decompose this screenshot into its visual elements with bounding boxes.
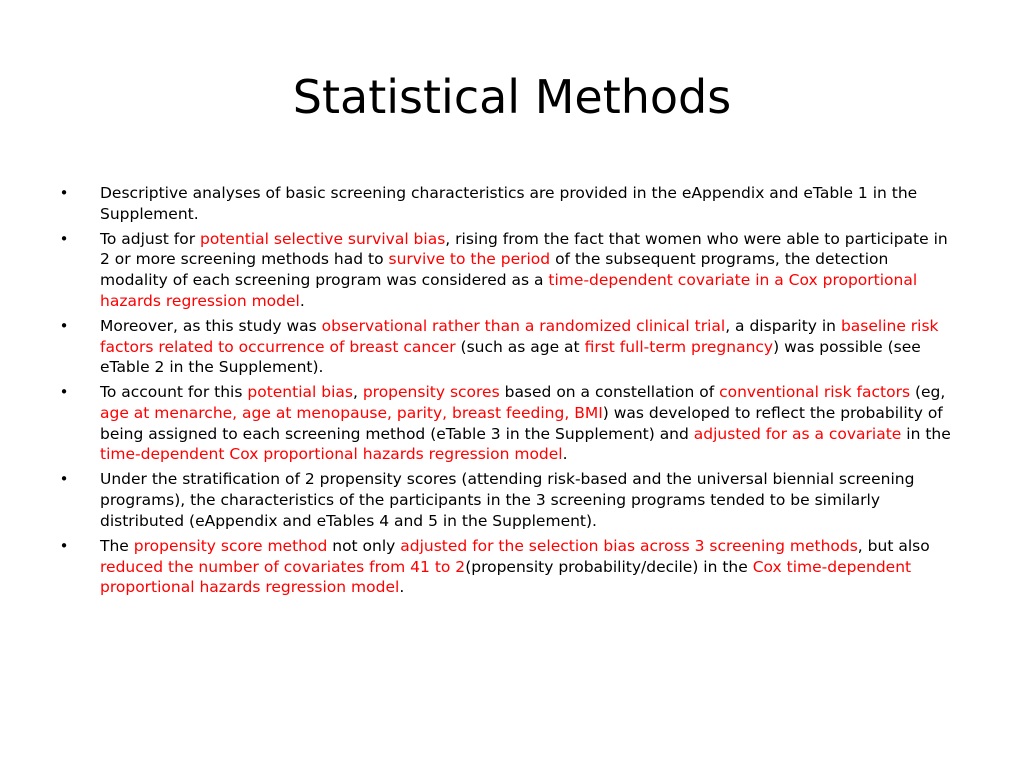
- highlighted-text: propensity score method: [133, 536, 328, 555]
- bullet-text: Moreover, as this study was: [100, 316, 322, 335]
- bullet-dot-icon: •: [59, 536, 69, 555]
- highlighted-text: Cox time-dependent proportional hazards regression model: [100, 557, 912, 597]
- bullet-item: [56, 229, 961, 311]
- bullet-text: ) was possible (see eTable 2 in the Supplement).: [100, 337, 921, 377]
- bullet-text: , a disparity in: [725, 316, 841, 335]
- bullet-text: not only: [327, 536, 401, 555]
- bullet-item: [56, 382, 961, 464]
- bullet-dot-icon: •: [59, 383, 69, 402]
- highlighted-text: first full-term pregnancy: [584, 337, 774, 356]
- highlighted-text: age at menarche, age at menopause, parity, breast feeding, BMI: [100, 404, 603, 422]
- bullet-text: , but also: [857, 536, 930, 555]
- bullet-text: Descriptive analyses of basic screening characteristics are provided in the eAppendix and eTable 1 in the Supplement.: [100, 184, 918, 223]
- bullet-text: Under the stratification of 2 propensity scores (attending risk-based and the universal biennial screening programs), the characteristics of the participants in the 3 screening programs tended to be similarly distributed (eAppendix and eTables 4 and 5 in the Supplement).: [100, 470, 915, 530]
- highlighted-text: time-dependent Cox proportional hazards regression model: [100, 445, 563, 464]
- bullet-text: (eg,: [910, 383, 946, 402]
- highlighted-text: adjusted for as a covariate: [693, 424, 902, 443]
- bullet-item: [56, 536, 961, 598]
- highlighted-text: reduced the number of covariates from 41 to 2: [100, 557, 466, 576]
- highlighted-text: observational rather than a randomized clinical trial: [321, 316, 726, 335]
- bullet-text: based on a constellation of: [499, 383, 720, 402]
- bullet-item: [56, 183, 961, 224]
- slide-title: Statistical Methods: [292, 70, 732, 124]
- highlighted-text: potential selective survival bias: [200, 229, 446, 248]
- bullet-text: (propensity probability/decile) in the: [465, 557, 753, 576]
- bullet-item: [56, 469, 961, 531]
- bullet-text: ) was developed to reflect the probability of being assigned to each screening method (eTable 3 in the Supplement) and: [100, 404, 943, 443]
- bullet-dot-icon: •: [59, 184, 69, 202]
- highlighted-text: propensity scores: [362, 383, 500, 402]
- bullet-text: , rising from the fact that women who were able to participate in 2 or more screening methods had to: [100, 229, 948, 269]
- bullet-text: .: [399, 578, 405, 597]
- bullet-text: in the: [901, 424, 951, 443]
- bullet-text: .: [299, 291, 305, 310]
- bullet-text: To adjust for: [100, 229, 201, 248]
- bullet-dot-icon: •: [59, 316, 69, 335]
- highlighted-text: baseline risk factors related to occurrence of breast cancer: [100, 316, 939, 356]
- highlighted-text: conventional risk factors: [719, 383, 911, 402]
- bullet-text: (such as age at: [455, 337, 585, 356]
- bullet-item: [56, 316, 961, 378]
- bullet-text: of the subsequent programs, the detection modality of each screening program was considered as a: [100, 250, 889, 290]
- highlighted-text: time-dependent covariate in a Cox proportional hazards regression model: [100, 271, 918, 310]
- bullet-text: The: [100, 536, 134, 555]
- highlighted-text: survive to the period: [388, 250, 551, 269]
- bullet-text: ,: [352, 383, 363, 402]
- bullet-text: .: [562, 445, 568, 464]
- highlighted-text: potential bias: [247, 383, 353, 402]
- bullet-list: [56, 183, 961, 602]
- bullet-dot-icon: •: [59, 470, 69, 489]
- bullet-dot-icon: •: [59, 229, 69, 248]
- highlighted-text: adjusted for the selection bias across 3 screening methods: [400, 536, 858, 555]
- bullet-text: To account for this: [100, 383, 248, 402]
